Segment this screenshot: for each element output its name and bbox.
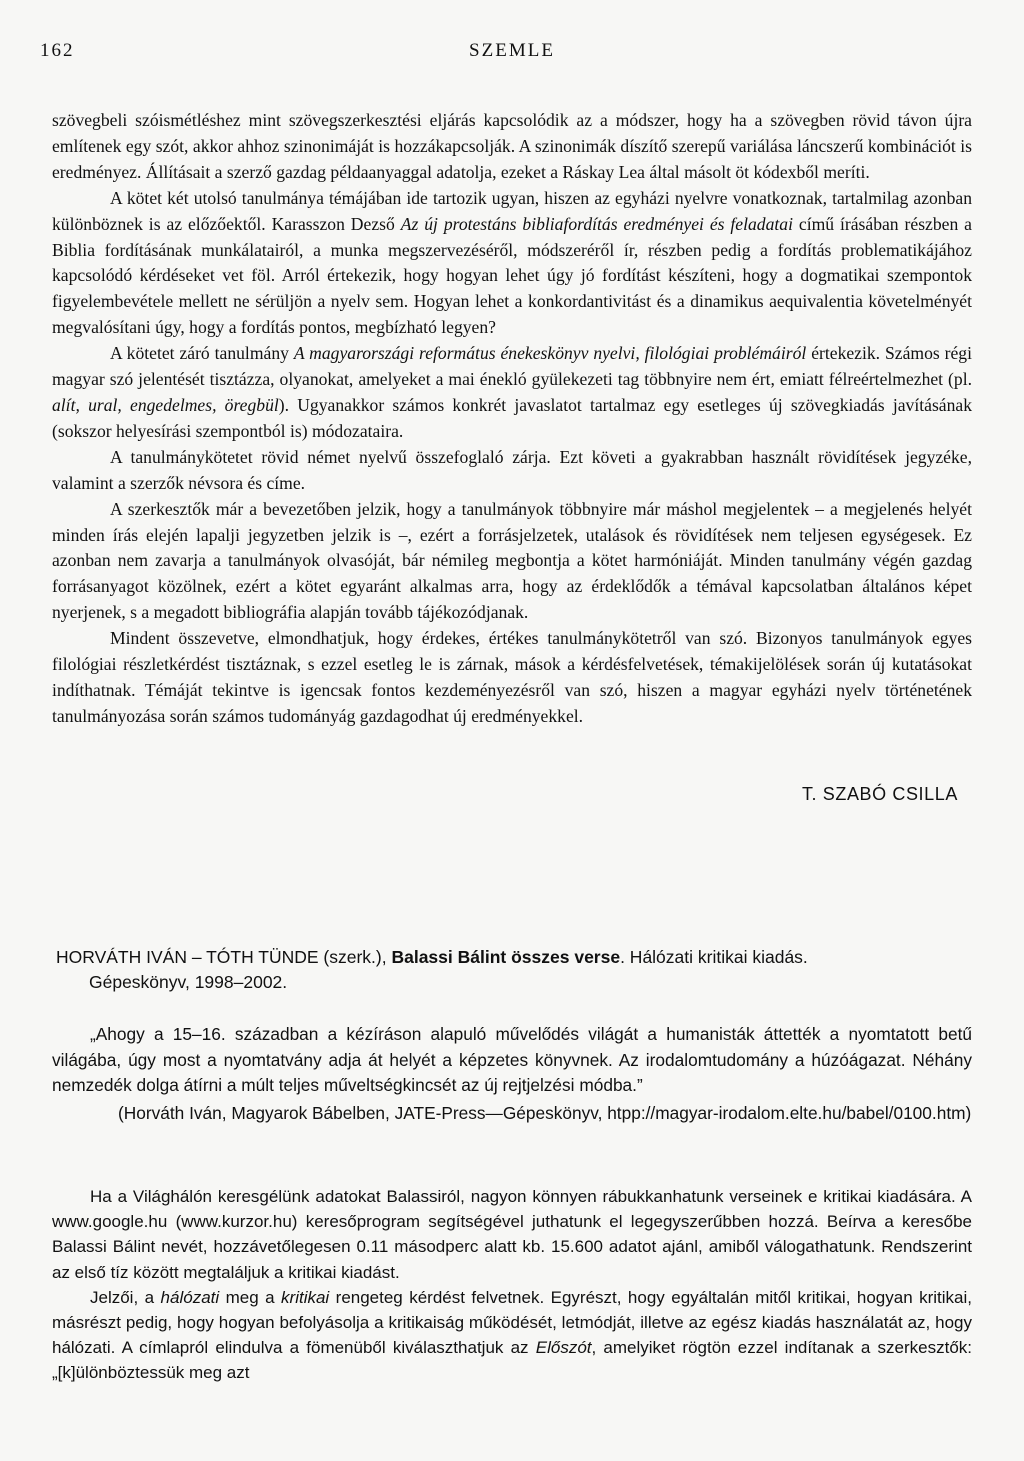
epigraph (52, 1022, 972, 1126)
paragraph (52, 1285, 972, 1386)
paragraph (52, 186, 972, 341)
paragraph: A tanulmánykötetet rövid német nyelvű összefoglaló zárja. Ezt követi a gyakrabban használt rövidítések jegyzéke, valamint a szerzők névsora és címe. (52, 446, 972, 493)
book-title: Balassi Bálint összes verse (391, 947, 621, 967)
cited-title: A magyarországi református énekeskönyv nyelvi, filológiai problémáiról (293, 343, 807, 364)
text-run: ). Ugyanakkor számos konkrét javaslatot tartalmaz egy esetleges új szövegkiadás javításának (sokszor helyesírási szempontból is) módozataira. (52, 394, 973, 441)
review-heading (56, 945, 956, 995)
review-body (52, 108, 972, 808)
text-run: rengeteg kérdést felvetnek. Egyrészt, hogy egyáltalán mitől kritikai, hogyan kritikai, másrészt pedig, hogy hogyan befolyásolja a kritikaiság működését, letmódját, illetve az egész kiadás használatát az, hogy hálózati. A címlapról elindulva a fömenüből kiválaszthatjuk az (52, 1287, 972, 1358)
text-run: A kötet két utolsó tanulmánya témájában ide tartozik ugyan, hiszen az egyházi nyelvre vonatkoznak, tartalmilag azonban különböznek is az előzőektől. Karasszon Dezső (52, 187, 972, 234)
paragraph: A szerkesztők már a bevezetőben jelzik, hogy a tanulmányok többnyire már máshol megjelentek – a megjelenés helyét minden írás elején lapalji jegyzetben jelzik is –, ezért a forrásjelzetek, utalások és rövidítések nem teljesen egységesek. Ez azonban nem zavarja a tanulmányok olvasóját, bár némileg megbontja a kötet harmóniáját. Minden tanulmány végén gazdag forrásanyagot közölnek, ezért a kötet egyaránt alkalmas arra, hogy az érdeklődők a témával kapcsolatban általános képet nyerjenek, s a megadott bibliográfia alapján tovább tájékozódjanak. (52, 498, 972, 623)
term: kritikai (281, 1287, 330, 1307)
book-subtitle: . Hálózati kritikai kiadás. (620, 947, 808, 967)
reviewer-signature: T. SZABÓ CSILLA (801, 783, 958, 804)
paragraph: szövegbeli szóismétléshez mint szövegszerkesztési eljárás kapcsolódik az a módszer, hogy ha a szövegben rövid távon újra említenek egy szót, akkor ahhoz szinonimáját is hozzákapcsolják. A szinonimák díszítő szerepű variálása láncszerű kombinációt is eredményez. Állításait a szerző gazdag példaanyaggal adatolja, ezeket a Ráskay Lea által másolt öt kódexből meríti. (52, 110, 972, 182)
epigraph-source: (Horváth Iván, Magyarok Bábelben, JATE-Press—Gépeskönyv, htpp://magyar-irodalom.elte.hu/babel/0100.htm) (118, 1102, 972, 1123)
page-number: 162 (40, 40, 75, 61)
text-run: értekezik. Számos régi magyar szó jelentését tisztázza, olyanokat, amelyeket a mai énekló gyülekezeti tag többnyire nem ért, emiatt félreértelmezhet (pl. (52, 343, 972, 390)
running-head: SZEMLE (469, 40, 555, 61)
text-run: , amelyiket rögtön ezzel indítanak a szerkesztők: „[k]ülönböztessük meg azt (52, 1338, 972, 1383)
epigraph-quote: „Ahogy a 15–16. században a kézíráson alapuló művelődés világát a humanisták áttették a nyomtatott betű világába, úgy most a nyomtatvány adja át helyét a képzetes könyvnek. Az irodalomtudomány a húzóágazat. Néhány nemzedék dolga átírni a múlt teljes műveltségkincsét az új rejtjelzési módba.” (52, 1024, 972, 1095)
word-examples: alít, ural, engedelmes, öregbül (52, 394, 279, 415)
text-run: meg a (219, 1287, 282, 1307)
review-text (52, 1184, 972, 1386)
text-run: Jelzői, a (90, 1287, 161, 1307)
book-publisher: Gépeskönyv, 1998–2002. (89, 972, 288, 992)
term: hálózati (160, 1287, 220, 1307)
paragraph: Mindent összevetve, elmondhatjuk, hogy érdekes, értékes tanulmánykötetről van szó. Bizonyos tanulmányok egyes filológiai részletkérdést tisztáznak, s ezzel esetleg le is zárnak, mások a kérdésfelvetések, témakijelölések során új kutatásokat indíthatnak. Témáját tekintve is igencsak fontos kezdeményezésről van szó, hiszen a magyar egyházi nyelv történetének tanulmányozása során számos tudományág gazdagodhat új eredményekkel. (52, 628, 972, 726)
text-run: című írásában részben a Biblia fordításának munkálatairól, a munka megszervezéséről, módszeréről ír, részben pedig a fordítás problematikájához kapcsolódó kérdéseket vet föl. Arról értekezik, hogy hogyan lehet úgy jó fordítást készíteni, hogy a dogmatikai szempontok figyelembevétele mellett ne sérüljön a nyelv sem. Hogyan lehet a konkordantivitást és a dinamikus aequivalentia követelményét megvalósítani úgy, hogy a fordítás pontos, megbízható legyen? (52, 213, 972, 338)
page-header (0, 40, 1024, 70)
paragraph (52, 341, 972, 445)
book-editors: HORVÁTH IVÁN – TÓTH TÜNDE (szerk.), (56, 947, 392, 967)
paragraph: Ha a Világhálón keresgélünk adatokat Balassiról, nagyon könnyen rábukkanhatunk verseinek e kritikai kiadására. A www.google.hu (www.kurzor.hu) keresőprogram segítségével juthatunk el legegyszerűbben hozzá. Beírva a keresőbe Balassi Bálint nevét, hozzávetőlegesen 0.11 másodperc alatt kb. 15.600 adatot ajánl, amiből válogathatunk. Rendszerint az első tíz között megtaláljuk a kritikai kiadást. (52, 1187, 972, 1282)
cited-title: Az új protestáns bibliafordítás eredményei és feladatai (400, 213, 793, 234)
term: Előszót (535, 1338, 592, 1358)
text-run: A kötetet záró tanulmány (110, 343, 294, 364)
